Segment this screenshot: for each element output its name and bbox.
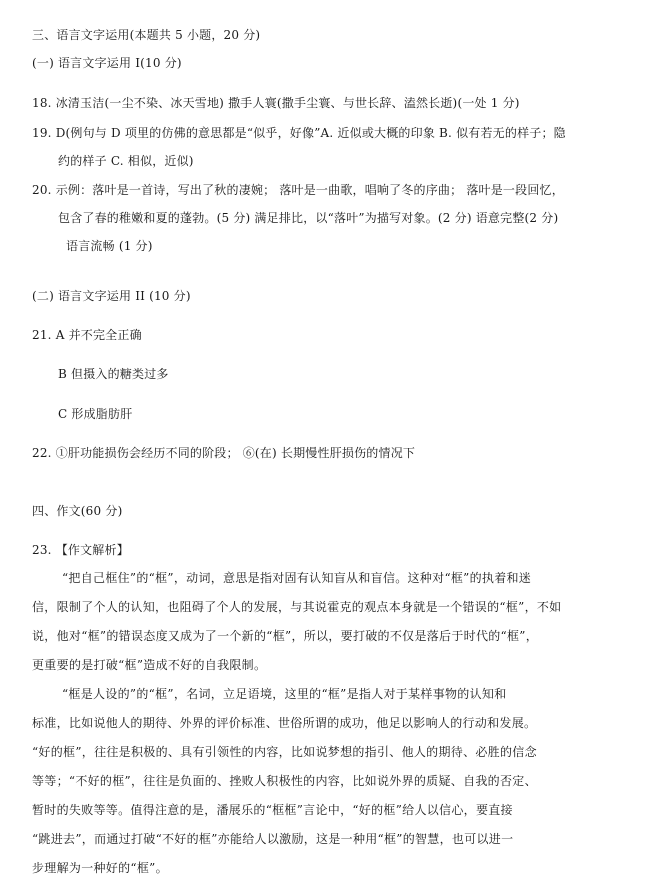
section4-heading: 四、作文(60 分): [32, 504, 123, 518]
essay-analysis-paragraph-1: [32, 564, 632, 680]
q18-answer: 18. 冰清玉洁(一尘不染、冰天雪地) 撒手人寰(撒手尘寰、与世长辞、溘然长逝)(一处 1 分): [32, 96, 520, 110]
q21-answer-b: B 但摄入的糖类过多: [58, 367, 169, 381]
paragraph-line: “跳进去”，而通过打破“不好的框”亦能给人以激励，这是一种用“框”的智慧，也可以进一: [32, 832, 514, 846]
q21-answer-c: C 形成脂肪肝: [58, 407, 133, 421]
q20-answer-line3: 语言流畅 (1 分): [66, 239, 153, 253]
section3-heading: 三、语言文字运用(本题共 5 小题，20 分): [32, 28, 261, 42]
q19-answer-line2: 约的样子 C. 相似，近似): [58, 154, 194, 168]
q22-answer: 22. ①肝功能损伤会经历不同的阶段； ⑥(在) 长期慢性肝损伤的情况下: [32, 446, 416, 460]
paragraph-line: 信，限制了个人的认知，也阻碍了个人的发展，与其说霍克的观点本身就是一个错误的“框”，不如: [32, 600, 562, 614]
paragraph-line: 暂时的失败等等。值得注意的是，潘展乐的“框框”言论中，“好的框”给人以信心，要直接: [32, 803, 513, 817]
paragraph-line: “好的框”，往往是积极的、具有引领性的内容，比如说梦想的指引、他人的期待、必胜的信念: [32, 745, 537, 759]
q20-answer-line2: 包含了春的稚嫩和夏的蓬勃。(5 分) 满足排比，以“落叶”为描写对象。(2 分) 语意完整(2 分): [58, 211, 559, 225]
paragraph-line: 说，他对“框”的错误态度又成为了一个新的“框”，所以，要打破的不仅是落后于时代的“框”，: [32, 629, 539, 643]
section3-sub1-heading: (一) 语言文字运用 I(10 分): [32, 56, 182, 70]
paragraph-line: “把自己框住”的“框”，动词，意思是指对固有认知盲从和盲信。这种对“框”的执着和迷: [62, 571, 532, 585]
essay-analysis-paragraph-2: [32, 680, 632, 883]
paragraph-line: 标准，比如说他人的期待、外界的评价标准、世俗所谓的成功，他足以影响人的行动和发展。: [32, 716, 537, 730]
paragraph-line: 等等；“不好的框”，往往是负面的、挫败人积极性的内容，比如说外界的质疑、自我的否定、: [32, 774, 537, 788]
section3-sub2-heading: (二) 语言文字运用 II (10 分): [32, 289, 191, 303]
paragraph-line: “框是人设的”的“框”，名词，立足语境，这里的“框”是指人对于某样事物的认知和: [62, 687, 507, 701]
q23-title: 23. 【作文解析】: [32, 543, 129, 557]
paragraph-line: 步理解为一种好的“框”。: [32, 861, 168, 875]
q19-answer-line1: 19. D(例句与 D 项里的仿佛的意思都是“似乎，好像”A. 近似或大概的印象 B. 似有若无的样子；隐: [32, 126, 566, 140]
paragraph-line: 更重要的是打破“框”造成不好的自我限制。: [32, 658, 267, 672]
q21-answer-a: 21. A 并不完全正确: [32, 328, 142, 342]
q20-answer-line1: 20. 示例：落叶是一首诗，写出了秋的凄婉； 落叶是一曲歌，唱响了冬的序曲； 落叶是一段回忆，: [32, 183, 564, 197]
